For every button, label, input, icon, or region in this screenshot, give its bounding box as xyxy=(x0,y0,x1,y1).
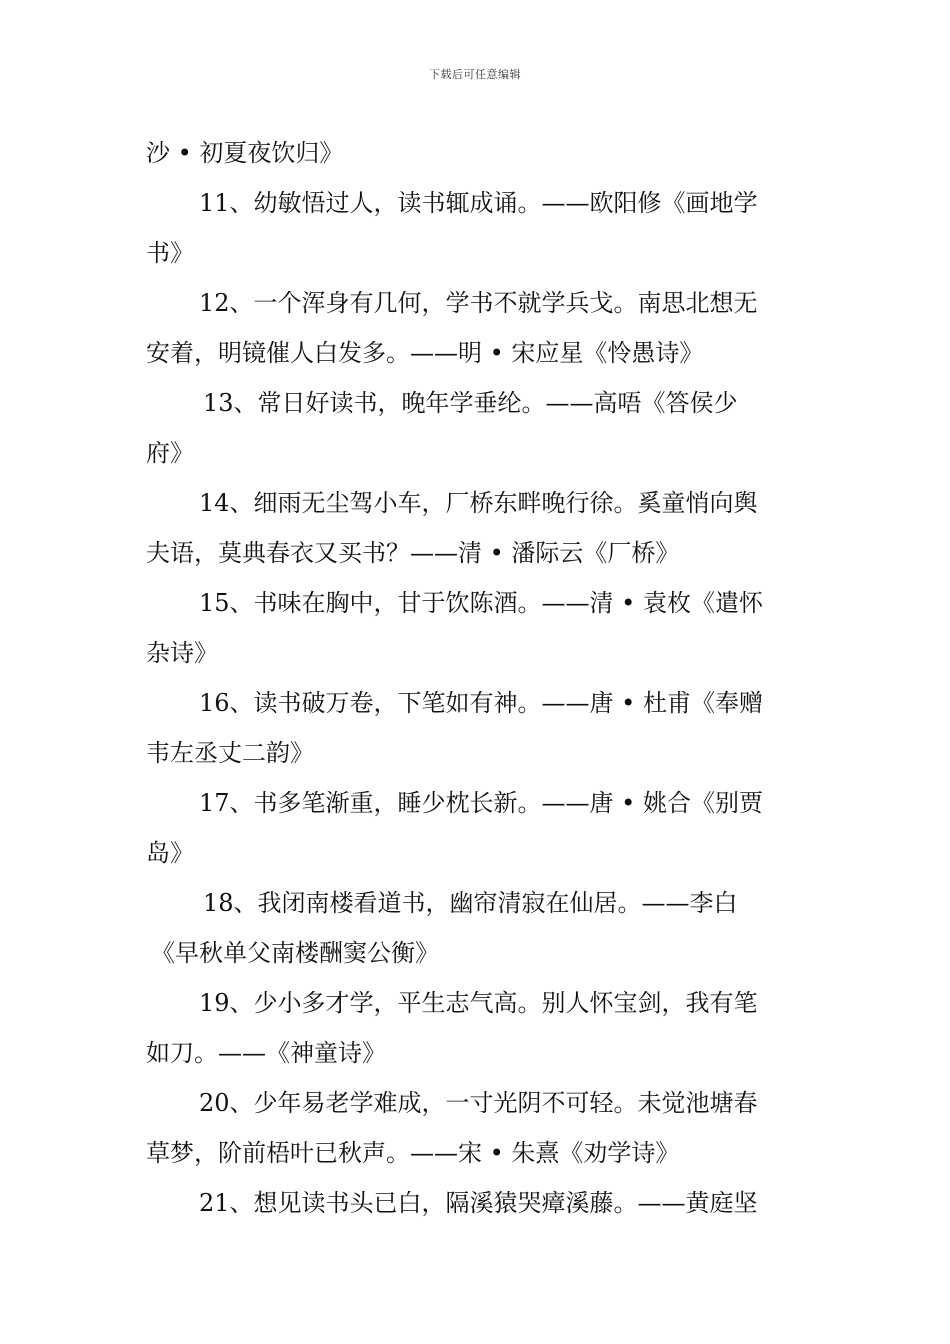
text-line: 《早秋单父南楼酬窦公衡》 xyxy=(151,939,439,967)
quote-18-line: 18、我闭南楼看道书，幽帘清寂在仙居。——李白 xyxy=(203,889,738,917)
text-line: 如刀。——《神童诗》 xyxy=(146,1039,386,1067)
quote-16-line: 16、读书破万卷，下笔如有神。——唐 • 杜甫《奉赠 xyxy=(199,689,763,717)
text-line: 书》 xyxy=(146,239,194,267)
quote-20-line: 20、少年易老学难成，一寸光阴不可轻。未觉池塘春 xyxy=(199,1089,758,1117)
quote-21-line: 21、想见读书头已白，隔溪猿哭瘴溪藤。——黄庭坚 xyxy=(199,1189,758,1217)
text-line: 安着，明镜催人白发多。——明 • 宋应星《怜愚诗》 xyxy=(146,339,704,367)
text-line: 韦左丞丈二韵》 xyxy=(146,739,314,767)
quote-14-line: 14、细雨无尘驾小车，厂桥东畔晚行徐。奚童悄向舆 xyxy=(199,489,758,517)
quote-12-line: 12、一个浑身有几何，学书不就学兵戈。南思北想无 xyxy=(199,289,758,317)
document-body xyxy=(146,128,806,1228)
quote-13-line: 13、常日好读书，晚年学垂纶。——高唔《答侯少 xyxy=(203,389,738,417)
text-line: 沙 • 初夏夜饮归》 xyxy=(146,139,344,167)
page-header: 下载后可任意编辑 xyxy=(429,68,521,81)
quote-19-line: 19、少小多才学，平生志气高。别人怀宝剑，我有笔 xyxy=(199,989,758,1017)
quote-17-line: 17、书多笔渐重，睡少枕长新。——唐 • 姚合《别贾 xyxy=(199,789,763,817)
quote-11-line: 11、幼敏悟过人，读书辄成诵。——欧阳修《画地学 xyxy=(199,189,758,217)
quote-15-line: 15、书味在胸中，甘于饮陈酒。——清 • 袁枚《遣怀 xyxy=(199,589,763,617)
text-line: 夫语，莫典春衣又买书？——清 • 潘际云《厂桥》 xyxy=(146,539,680,567)
text-line: 府》 xyxy=(146,439,194,467)
text-line: 草梦，阶前梧叶已秋声。——宋 • 朱熹《劝学诗》 xyxy=(146,1139,680,1167)
text-line: 杂诗》 xyxy=(146,639,218,667)
text-line: 岛》 xyxy=(146,839,194,867)
